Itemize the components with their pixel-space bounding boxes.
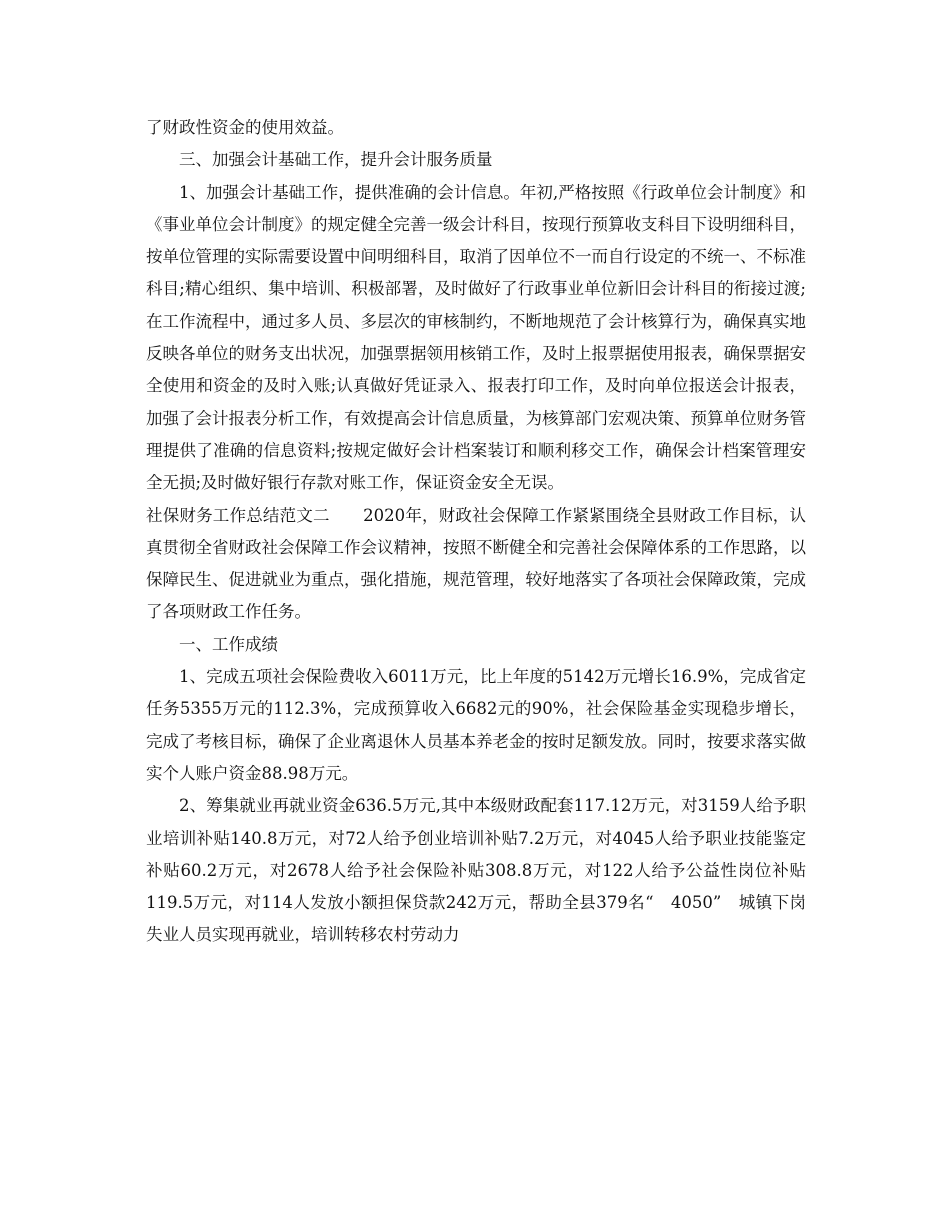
paragraph-accounting-info: 1、加强会计基础工作，提供准确的会计信息。年初,严格按照《行政单位会计制度》和《事业单位会计制度》的规定健全完善一级会计科目，按现行预算收支科目下设明细科目，按单位管理的实际需要设置中间明细科目，取消了因单位不一而自行设定的不统一、不标准科目;精心组织、集中培训、积极部署，及时做好了行政事业单位新旧会计科目的衔接过渡;在工作流程中，通过多人员、多层次的审核制约，不断地规范了会计核算行为，确保真实地反映各单位的财务支出状况，加强票据领用核销工作，及时上报票据使用报表，确保票据安全使用和资金的及时入账;认真做好凭证录入、报表打印工作，及时向单位报送会计报表，加强了会计报表分析工作，有效提高会计信息质量，为核算部门宏观决策、预算单位财务管理提供了准确的信息资料;按规定做好会计档案装订和顺利移交工作，确保会计档案管理安全无损;及时做好银行存款对账工作，保证资金安全无误。	[146, 182, 806, 493]
paragraph-insurance-revenue: 1、完成五项社会保险费收入6011万元，比上年度的5142万元增长16.9%，完成省定任务5355万元的112.3%，完成预算收入6682元的90%，社会保险基金实现稳步增长，完成了考核目标，确保了企业离退休人员基本养老金的按时足额发放。同时，按要求落实做实个人账户资金88.98万元。	[146, 667, 806, 783]
section-heading-accounting: 三、加强会计基础工作，提升会计服务质量	[179, 150, 493, 170]
paragraph-fiscal-benefit: 了财政性资金的使用效益。	[146, 118, 344, 137]
paragraph-summary-two: 社保财务工作总结范文二 2020年，财政社会保障工作紧紧围绕全县财政工作目标，认真贯彻全省财政社会保障工作会议精神，按照不断健全和完善社会保障体系的工作思路，以保障民生、促进就业为重点，强化措施，规范管理，较好地落实了各项社会保障政策，完成了各项财政工作任务。	[146, 505, 806, 622]
document-body	[146, 112, 806, 952]
paragraph-employment-funds: 2、筹集就业再就业资金636.5万元,其中本级财政配套117.12万元，对3159人给予职业培训补贴140.8万元，对72人给予创业培训补贴7.2万元，对4045人给予职业技能鉴定补贴60.2万元，对2678人给予社会保险补贴308.8万元，对122人给予公益性岗位补贴119.5万元，对114人发放小额担保贷款242万元，帮助全县379名“ 4050” 城镇下岗失业人员实现再就业，培训转移农村劳动力	[146, 796, 806, 945]
section-heading-achievements: 一、工作成绩	[179, 634, 278, 654]
